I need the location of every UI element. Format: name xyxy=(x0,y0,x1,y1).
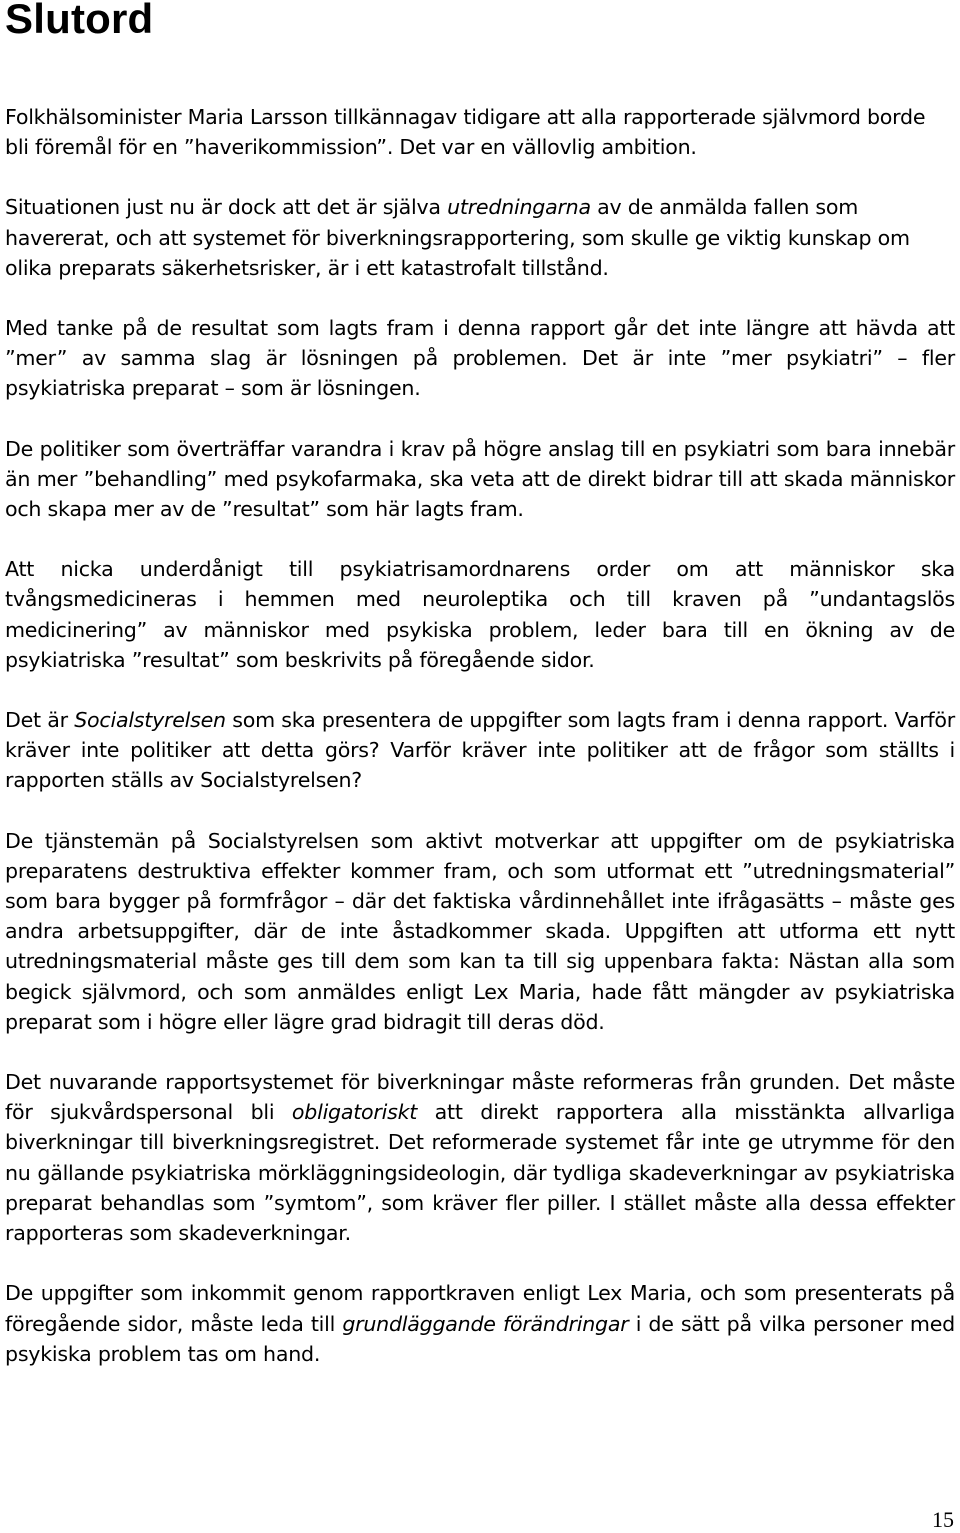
paragraph-text: i de sätt på vilka personer med psykiska problem tas om hand. xyxy=(5,1311,955,1366)
page-title: Slutord xyxy=(5,0,154,42)
paragraph-text: De uppgifter som inkommit genom rapportkraven enligt Lex Maria, och som presenterats på föregående sidor, måste leda till xyxy=(5,1281,955,1336)
paragraph-text: av de anmälda fallen som havererat, och att systemet för biverkningsrapportering, som skulle ge viktig kunskap om olika preparats säkerhetsrisker, är i ett katastrofalt tillstånd. xyxy=(5,195,910,280)
paragraph-text: att direkt rapportera alla misstänkta allvarliga biverkningar till biverkningsregistret. Det reformerade systemet får inte ge utrymme för den nu gällande psykiatriska mörkläggningsideologin, där tydliga skadeverkningar av psykiatriska preparat behandlas som ”symtom”, som kräver fler piller. I stället måste alla dessa effekter rapporteras som skadeverkningar. xyxy=(5,1100,955,1246)
body-paragraph xyxy=(5,554,955,675)
page-number: 15 xyxy=(932,1507,954,1532)
body-paragraph xyxy=(5,1278,955,1369)
emphasized-text: obligatoriskt xyxy=(291,1100,418,1125)
document-body xyxy=(5,102,955,1399)
body-paragraph xyxy=(5,705,955,796)
body-paragraph xyxy=(5,313,955,404)
paragraph-text: Att nicka underdånigt till psykiatrisamordnarens order om att människor ska tvångsmedicineras i hemmen med neuroleptika och till kraven på ”undantagslös medicinering” av människor med psykiska problem, leder bara till en ökning av de psykiatriska ”resultat” som beskrivits på föregående sidor. xyxy=(5,557,955,672)
paragraph-text: Folkhälsominister Maria Larsson tillkännagav tidigare att alla rapporterade självmord borde bli föremål för en ”haverikommission”. Det var en vällovlig ambition. xyxy=(5,105,926,160)
body-paragraph xyxy=(5,826,955,1037)
paragraph-text: De tjänstemän på Socialstyrelsen som aktivt motverkar att uppgifter om de psykiatriska preparatens destruktiva effekter kommer fram, och som utformat ett ”utredningsmaterial” som bara bygger på formfrågor – där det faktiska vårdinnehållet inte ifrågasätts – måste ges andra arbetsuppgifter, där de inte åstadkommer skada. Uppgiften att utforma ett nytt utredningsmaterial måste ges till dem som kan ta till sig uppenbara fakta: Nästan alla som begick självmord, och som anmäldes enligt Lex Maria, hade fått mängder av psykiatriska preparat som i högre eller lägre grad bidragit till deras död. xyxy=(5,828,955,1034)
paragraph-text: Det nuvarande rapportsystemet för biverkningar måste reformeras från grunden. Det måste för sjukvårdspersonal bli xyxy=(5,1070,955,1125)
body-paragraph xyxy=(5,102,955,162)
paragraph-text: Det är xyxy=(5,708,75,733)
paragraph-text: Situationen just nu är dock att det är själva xyxy=(5,195,448,220)
body-paragraph xyxy=(5,1067,955,1248)
body-paragraph xyxy=(5,434,955,525)
paragraph-text: Med tanke på de resultat som lagts fram i denna rapport går det inte längre att hävda att ”mer” av samma slag är lösningen på problemen. Det är inte ”mer psykiatri” – fler psykiatriska preparat – som är lösningen. xyxy=(5,316,955,401)
emphasized-text: utredningarna xyxy=(447,195,591,220)
body-paragraph xyxy=(5,192,955,283)
paragraph-text: som ska presentera de uppgifter som lagts fram i denna rapport. Varför kräver inte politiker att detta görs? Varför kräver inte politiker att de frågor som ställts i rapporten ställs av Socialstyrelsen? xyxy=(5,708,956,793)
emphasized-text: Socialstyrelsen xyxy=(74,708,226,733)
emphasized-text: grundläggande förändringar xyxy=(342,1311,629,1336)
paragraph-text: De politiker som överträffar varandra i krav på högre anslag till en psykiatri som bara innebär än mer ”behandling” med psykofarmaka, ska veta att de direkt bidrar till att skada människor och skapa mer av de ”resultat” som här lagts fram. xyxy=(5,436,955,522)
